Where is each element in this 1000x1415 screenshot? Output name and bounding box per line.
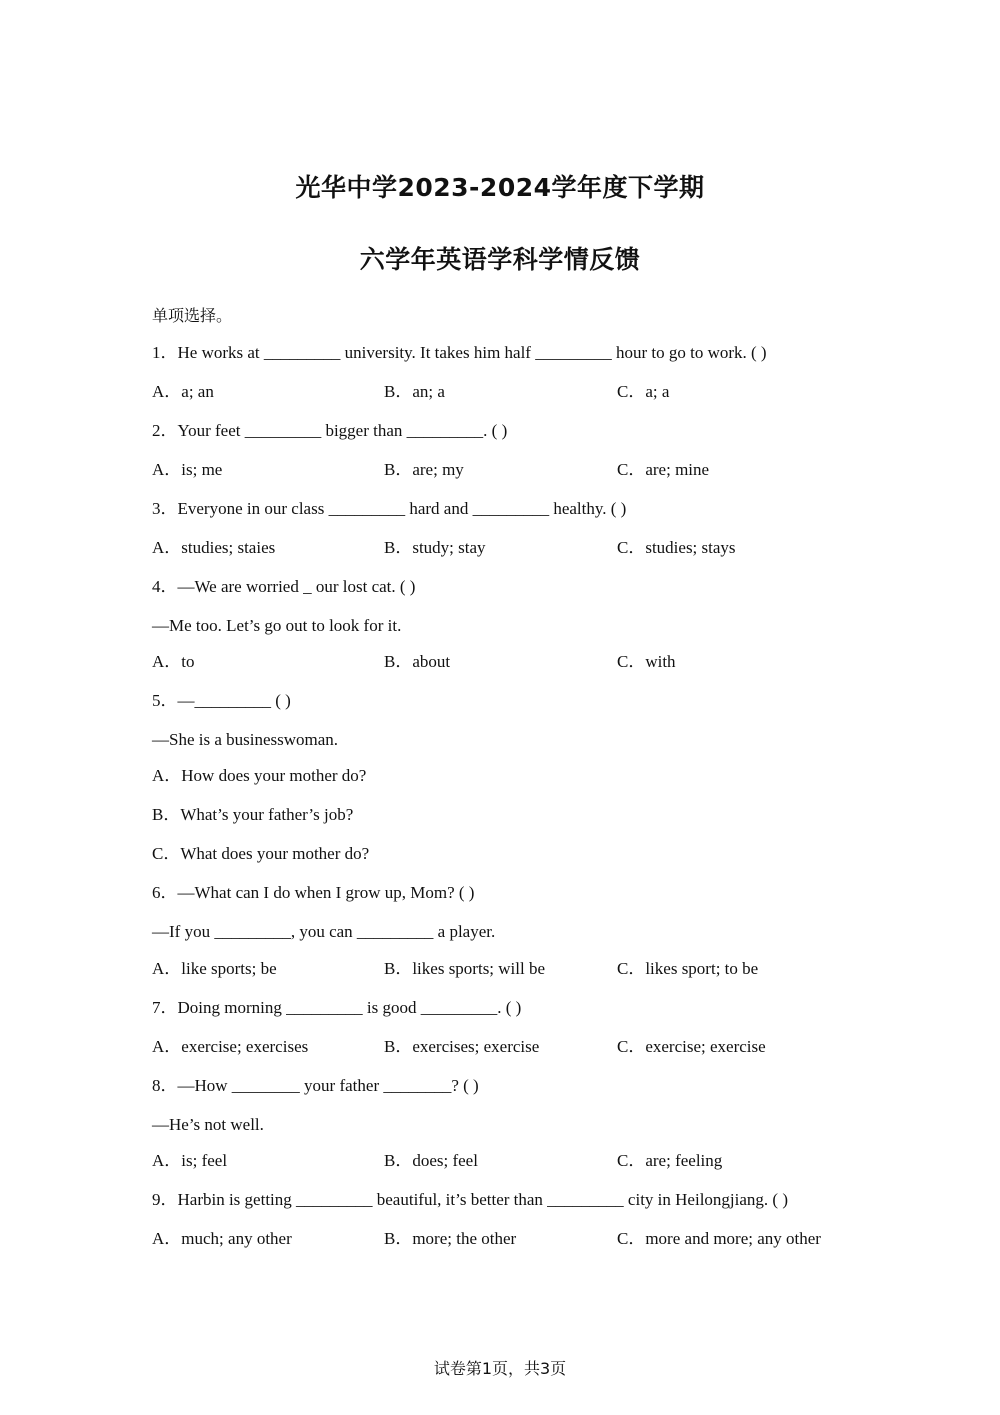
question-4-stem: 4．—We are worried _ our lost cat. ( ) (152, 577, 416, 596)
question-8-option-c: C．are; feeling (617, 1151, 723, 1170)
question-7-option-b: B．exercises; exercise (384, 1037, 540, 1056)
question-1-option-c: C．a; a (617, 382, 670, 401)
exam-subtitle: 六学年英语学科学情反馈 (359, 245, 641, 274)
question-4-dialogue: —Me too. Let’s go out to look for it. (152, 616, 402, 635)
question-2-option-b: B．are; my (384, 460, 464, 479)
question-5-option-a: A．How does your mother do? (152, 766, 367, 785)
question-1-option-a: A．a; an (152, 382, 214, 401)
question-9-option-c: C．more and more; any other (617, 1229, 821, 1248)
question-3-option-a: A．studies; staies (152, 538, 276, 557)
question-6-stem: 6．—What can I do when I grow up, Mom? ( ) (152, 883, 475, 902)
question-6-options (152, 958, 852, 980)
question-8-option-a: A．is; feel (152, 1151, 228, 1170)
question-8-stem: 8．—How ________ your father ________? ( ) (152, 1076, 479, 1095)
question-6-option-c: C．likes sport; to be (617, 959, 759, 978)
question-1-option-b: B．an; a (384, 382, 445, 401)
question-4-options (152, 651, 852, 673)
question-5-stem: 5．—_________ ( ) (152, 691, 291, 710)
question-4-option-a: A．to (152, 652, 195, 671)
question-5-option-c: C．What does your mother do? (152, 844, 370, 863)
section-heading: 单项选择。 (152, 306, 233, 325)
question-7-option-a: A．exercise; exercises (152, 1037, 309, 1056)
question-2-option-a: A．is; me (152, 460, 223, 479)
question-7-stem: 7．Doing morning _________ is good _________. ( ) (152, 998, 522, 1017)
question-5-option-b: B．What’s your father’s job? (152, 805, 354, 824)
question-1-stem: 1．He works at _________ university. It takes him half _________ hour to go to work. ( ) (152, 343, 767, 362)
question-7-options (152, 1036, 852, 1058)
page-number-footer: 试卷第1页，共3页 (433, 1359, 567, 1378)
question-3-option-c: C．studies; stays (617, 538, 736, 557)
question-9-option-b: B．more; the other (384, 1229, 517, 1248)
question-9-stem: 9．Harbin is getting _________ beautiful, it’s better than _________ city in Heilongjiang. ( ) (152, 1190, 788, 1209)
question-8-options (152, 1150, 852, 1172)
question-3-stem: 3．Everyone in our class _________ hard and _________ healthy. ( ) (152, 499, 627, 518)
question-1-options (152, 381, 852, 403)
question-2-options (152, 459, 852, 481)
question-4-option-c: C．with (617, 652, 676, 671)
question-3-option-b: B．study; stay (384, 538, 486, 557)
question-6-dialogue: —If you _________, you can _________ a player. (152, 922, 496, 941)
question-8-dialogue: —He’s not well. (152, 1115, 264, 1134)
question-2-option-c: C．are; mine (617, 460, 710, 479)
question-3-options (152, 537, 852, 559)
question-4-option-b: B．about (384, 652, 451, 671)
question-9-options (152, 1228, 852, 1250)
question-8-option-b: B．does; feel (384, 1151, 478, 1170)
question-9-option-a: A．much; any other (152, 1229, 292, 1248)
question-7-option-c: C．exercise; exercise (617, 1037, 766, 1056)
question-2-stem: 2．Your feet _________ bigger than _________. ( ) (152, 421, 508, 440)
question-6-option-b: B．likes sports; will be (384, 959, 546, 978)
question-6-option-a: A．like sports; be (152, 959, 277, 978)
exam-title: 光华中学2023-2024学年度下学期 (295, 173, 705, 202)
question-5-dialogue: —She is a businesswoman. (152, 730, 339, 749)
